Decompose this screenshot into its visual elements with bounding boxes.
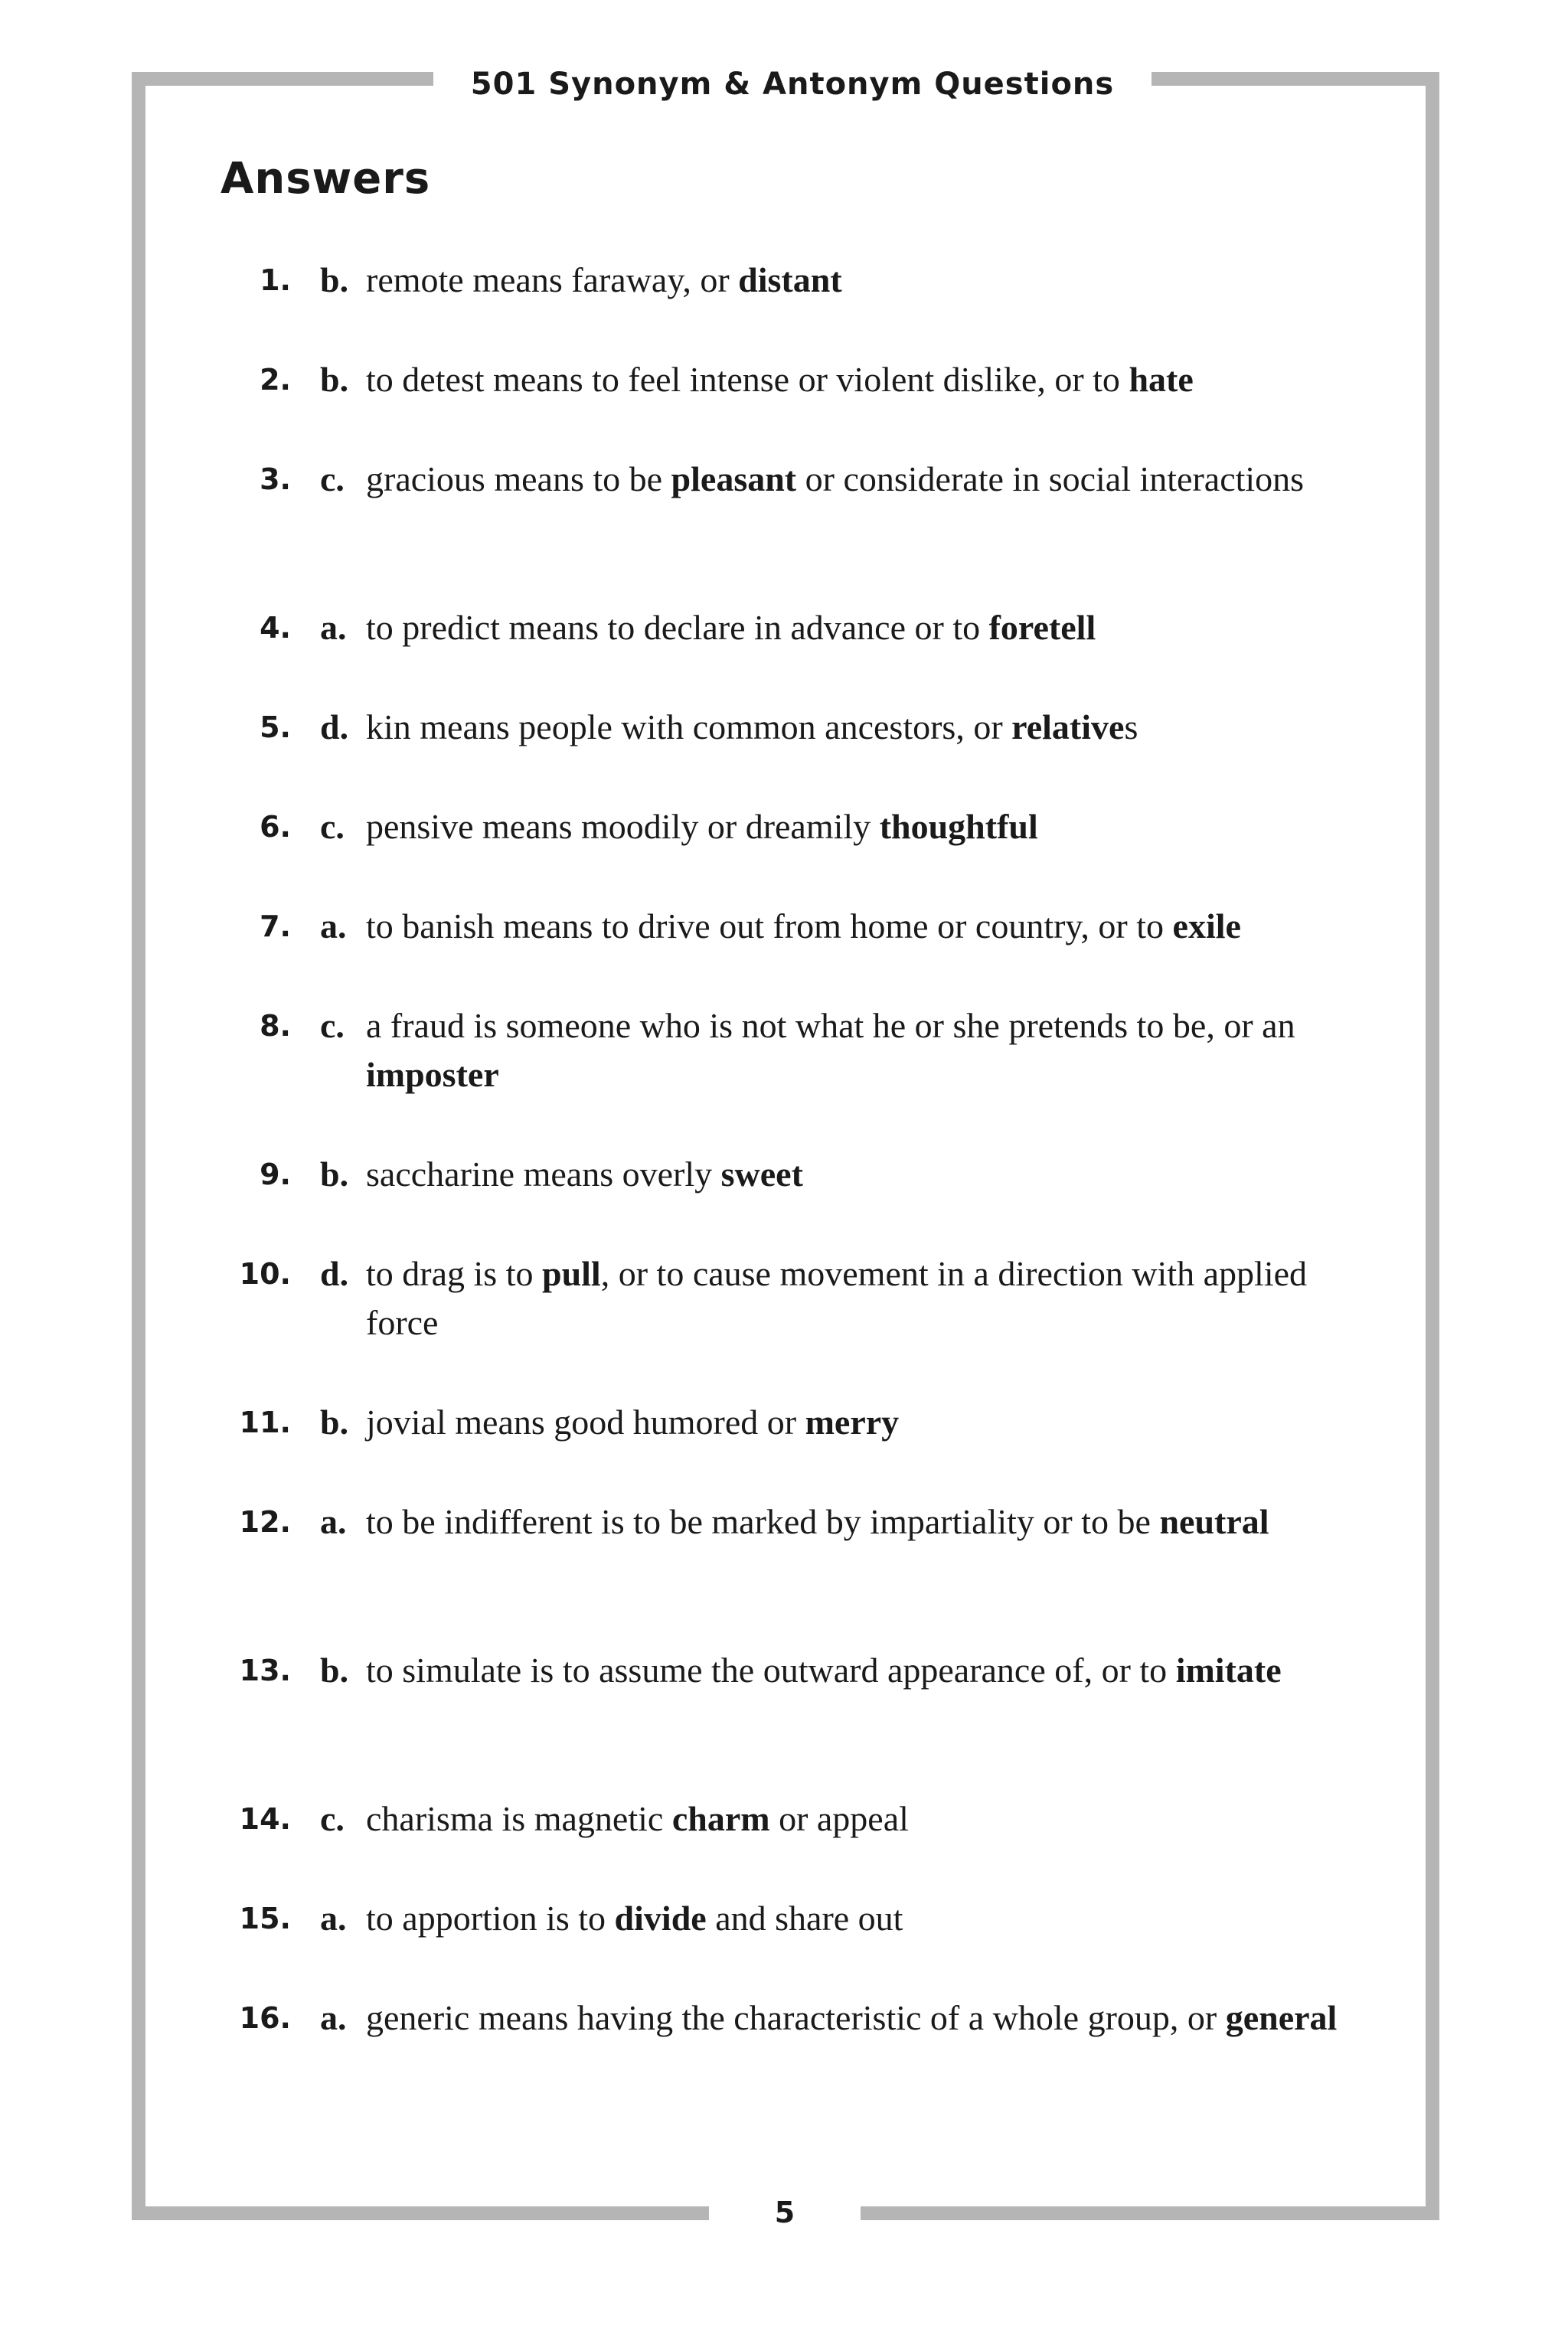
frame-right-border [1426, 72, 1439, 2220]
answer-number: 1. [260, 263, 291, 297]
answer-explanation [366, 455, 1361, 504]
answer-letter: a. [320, 608, 347, 647]
answer-text-segment: remote means faraway, or [366, 260, 739, 299]
answer-text-segment: gracious means to be [366, 459, 671, 498]
answer-text-segment: pensive means moodily or dreamily [366, 807, 880, 846]
answer-explanation [366, 1646, 1361, 1695]
answer-explanation [366, 603, 1361, 652]
answer-keyword: imitate [1175, 1651, 1282, 1690]
answer-number: 3. [260, 462, 291, 496]
answer-keyword: imposter [366, 1055, 499, 1094]
answer-number: 4. [260, 611, 291, 645]
answer-number: 6. [260, 810, 291, 844]
answer-number: 16. [239, 2001, 291, 2035]
frame-top-left-rule [132, 72, 433, 86]
answer-letter: b. [320, 1651, 349, 1690]
answer-explanation [366, 1150, 1361, 1199]
answer-letter: d. [320, 1254, 349, 1293]
answer-number: 15. [239, 1902, 291, 1935]
answer-text-segment: to banish means to drive out from home or country, or to [366, 906, 1173, 945]
answer-explanation [366, 256, 1361, 305]
answer-letter: c. [320, 459, 345, 498]
answer-explanation [366, 802, 1361, 851]
answer-keyword: sweet [720, 1154, 803, 1194]
answer-letter: a. [320, 1899, 347, 1938]
answer-letter: a. [320, 1998, 347, 2037]
answer-keyword: relative [1011, 707, 1125, 746]
answer-number: 14. [239, 1802, 291, 1836]
answer-text-segment: s [1124, 707, 1138, 746]
answer-explanation [366, 1001, 1361, 1099]
answer-keyword: neutral [1159, 1502, 1269, 1541]
frame-bottom-left-rule [132, 2206, 709, 2220]
answer-explanation [366, 902, 1361, 951]
answer-letter: b. [320, 360, 349, 399]
answer-letter: c. [320, 1799, 345, 1838]
answer-keyword: foretell [988, 608, 1096, 647]
answer-explanation [366, 703, 1361, 752]
answer-keyword: merry [805, 1403, 900, 1442]
answer-letter: b. [320, 260, 349, 299]
answer-number: 7. [260, 910, 291, 943]
answer-keyword: distant [738, 260, 842, 299]
answer-text-segment: charisma is magnetic [366, 1799, 672, 1838]
answer-explanation [366, 1398, 1361, 1447]
frame-left-border [132, 72, 145, 2220]
answer-letter: a. [320, 1502, 347, 1541]
answer-text-segment: or considerate in social interactions [796, 459, 1305, 498]
answer-keyword: pull [541, 1254, 601, 1293]
answer-number: 10. [239, 1257, 291, 1291]
answer-text-segment: , or to cause movement in a direction with applied force [366, 1254, 1308, 1342]
answer-text-segment: and share out [706, 1899, 903, 1938]
answer-text-segment: generic means having the characteristic of a whole group, or [366, 1998, 1226, 2037]
answer-number: 13. [239, 1654, 291, 1687]
section-title: Answers [220, 154, 431, 204]
answer-letter: c. [320, 807, 345, 846]
answer-keyword: divide [614, 1899, 707, 1938]
answer-explanation [366, 355, 1361, 404]
answer-explanation [366, 1795, 1361, 1844]
answer-letter: a. [320, 906, 347, 945]
answer-keyword: exile [1172, 906, 1241, 945]
answer-text-segment: saccharine means overly [366, 1154, 721, 1194]
answer-number: 12. [239, 1505, 291, 1539]
answer-text-segment: to be indifferent is to be marked by impartiality or to be [366, 1502, 1160, 1541]
frame-top-right-rule [1152, 72, 1439, 86]
page-number: 5 [774, 2196, 795, 2229]
answer-keyword: charm [671, 1799, 770, 1838]
answer-number: 2. [260, 363, 291, 397]
answer-keyword: hate [1129, 360, 1194, 399]
answer-number: 8. [260, 1009, 291, 1043]
answer-keyword: general [1225, 1998, 1338, 2037]
answer-letter: d. [320, 707, 349, 746]
answer-explanation [366, 1894, 1361, 1943]
answer-text-segment: kin means people with common ancestors, or [366, 707, 1012, 746]
answer-text-segment: to simulate is to assume the outward appearance of, or to [366, 1651, 1176, 1690]
answer-text-segment: a fraud is someone who is not what he or she pretends to be, or an [366, 1006, 1295, 1045]
answer-explanation [366, 1994, 1361, 2043]
answer-text-segment: to detest means to feel intense or violent dislike, or to [366, 360, 1129, 399]
answer-number: 5. [260, 710, 291, 744]
answer-keyword: pleasant [671, 459, 797, 498]
answer-text-segment: to apportion is to [366, 1899, 615, 1938]
answer-text-segment: or appeal [769, 1799, 909, 1838]
answer-text-segment: to drag is to [366, 1254, 542, 1293]
answer-text-segment: to predict means to declare in advance or to [366, 608, 989, 647]
answer-text-segment: jovial means good humored or [366, 1403, 805, 1442]
answer-letter: b. [320, 1154, 349, 1194]
running-head-title: 501 Synonym & Antonym Questions [470, 67, 1115, 102]
answer-explanation [366, 1497, 1361, 1546]
answer-letter: b. [320, 1403, 349, 1442]
answer-number: 11. [239, 1406, 291, 1439]
answer-number: 9. [260, 1158, 291, 1191]
frame-bottom-right-rule [861, 2206, 1439, 2220]
answer-keyword: thoughtful [879, 807, 1038, 846]
answer-explanation [366, 1249, 1361, 1347]
answer-letter: c. [320, 1006, 345, 1045]
